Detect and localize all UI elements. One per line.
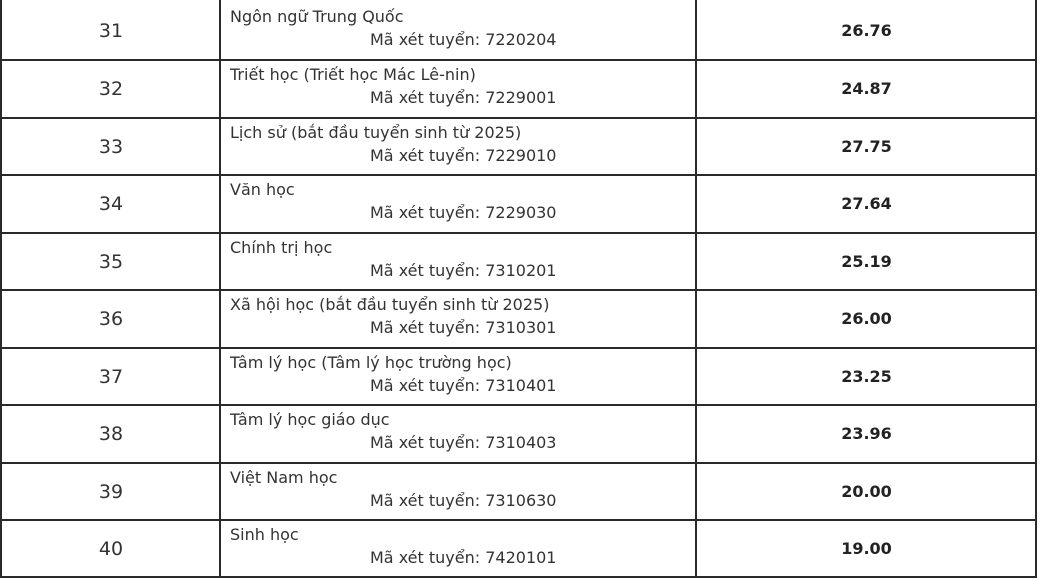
row-divider	[0, 59, 1037, 61]
row-number: 34	[98, 192, 124, 215]
row-number: 37	[98, 365, 124, 388]
admission-code: Mã xét tuyển: 7310201	[370, 261, 557, 280]
row-number: 32	[98, 77, 124, 100]
major-name: Văn học	[230, 180, 295, 199]
admission-code: Mã xét tuyển: 7229001	[370, 88, 557, 107]
major-name: Tâm lý học (Tâm lý học trường học)	[230, 353, 512, 372]
row-divider	[0, 519, 1037, 521]
admission-code: Mã xét tuyển: 7310301	[370, 318, 557, 337]
row-number: 38	[98, 422, 124, 445]
admission-code: Mã xét tuyển: 7229030	[370, 203, 557, 222]
table-row	[0, 405, 1036, 462]
score-value: 19.00	[841, 539, 892, 558]
table-row	[0, 60, 1036, 117]
row-number: 39	[98, 480, 124, 503]
row-divider	[0, 462, 1037, 464]
score-value: 27.75	[841, 137, 892, 156]
major-name: Sinh học	[230, 525, 299, 544]
row-divider	[0, 347, 1037, 349]
table-row	[0, 463, 1036, 520]
major-name: Tâm lý học giáo dục	[230, 410, 390, 429]
score-value: 23.96	[841, 424, 892, 443]
row-divider	[0, 117, 1037, 119]
table-border-bottom	[0, 576, 1037, 578]
score-value: 27.64	[841, 194, 892, 213]
row-divider	[0, 404, 1037, 406]
score-value: 23.25	[841, 367, 892, 386]
table-row	[0, 233, 1036, 290]
major-name: Triết học (Triết học Mác Lê-nin)	[230, 65, 476, 84]
major-name: Ngôn ngữ Trung Quốc	[230, 7, 404, 26]
row-number: 33	[98, 135, 124, 158]
admission-code: Mã xét tuyển: 7220204	[370, 30, 557, 49]
score-value: 26.76	[841, 21, 892, 40]
table-row	[0, 348, 1036, 405]
row-number: 35	[98, 250, 124, 273]
row-divider	[0, 232, 1037, 234]
admission-code: Mã xét tuyển: 7310401	[370, 376, 557, 395]
row-number: 40	[98, 537, 124, 560]
admission-code: Mã xét tuyển: 7420101	[370, 548, 557, 567]
major-name: Việt Nam học	[230, 468, 338, 487]
table-row	[0, 2, 1036, 59]
major-name: Chính trị học	[230, 238, 333, 257]
row-divider	[0, 174, 1037, 176]
score-value: 24.87	[841, 79, 892, 98]
major-name: Lịch sử (bắt đầu tuyển sinh từ 2025)	[230, 123, 522, 142]
table-row	[0, 175, 1036, 232]
score-value: 26.00	[841, 309, 892, 328]
major-name: Xã hội học (bắt đầu tuyển sinh từ 2025)	[230, 295, 550, 314]
score-value: 20.00	[841, 482, 892, 501]
admission-code: Mã xét tuyển: 7310630	[370, 491, 557, 510]
table-row	[0, 290, 1036, 347]
row-divider	[0, 289, 1037, 291]
score-value: 25.19	[841, 252, 892, 271]
admission-code: Mã xét tuyển: 7229010	[370, 146, 557, 165]
table-row	[0, 520, 1036, 577]
row-number: 31	[98, 19, 124, 42]
table-row	[0, 118, 1036, 175]
row-number: 36	[98, 307, 124, 330]
admission-code: Mã xét tuyển: 7310403	[370, 433, 557, 452]
